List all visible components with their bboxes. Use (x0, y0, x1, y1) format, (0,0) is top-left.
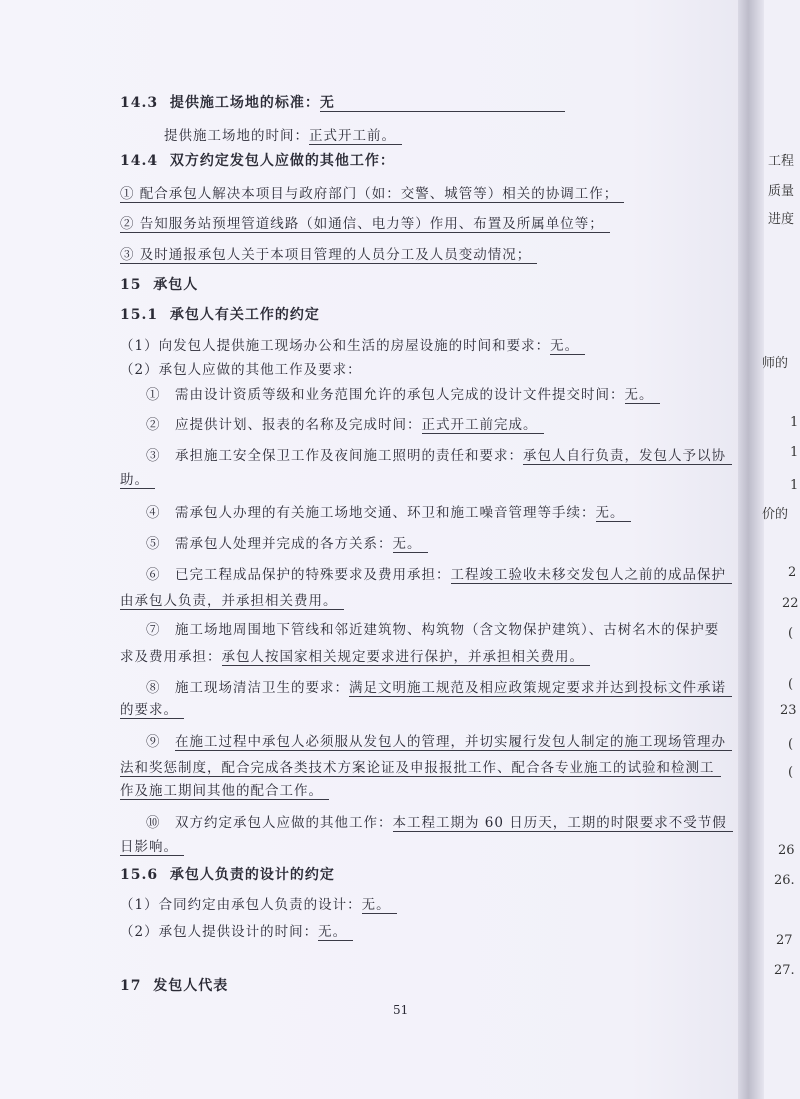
adjacent-fragment: 1 (790, 478, 799, 493)
clause-15-1-1: （1）向发包人提供施工现场办公和生活的房屋设施的时间和要求：无。 (120, 334, 585, 354)
adjacent-fragment: 进度 (768, 212, 795, 227)
item-8: ⑧ 施工现场清洁卫生的要求：满足文明施工规范及相应政策规定要求并达到投标文件承诺 (146, 676, 732, 696)
page-number: 51 (393, 1003, 409, 1017)
item-3-cont: 助。 (120, 468, 155, 488)
adjacent-fragment: 师的 (762, 356, 789, 371)
item-2: ② 应提供计划、报表的名称及完成时间：正式开工前完成。 (146, 413, 544, 433)
site-time: 提供施工场地的时间：正式开工前。 (164, 124, 402, 144)
item-4: ④ 需承包人办理的有关施工场地交通、环卫和施工噪音管理等手续：无。 (146, 501, 631, 521)
adjacent-fragment: 质量 (768, 184, 795, 199)
clause-15-6-2: （2）承包人提供设计的时间：无。 (120, 920, 353, 940)
adjacent-fragment: 26. (774, 873, 795, 888)
adjacent-fragment: 2 (788, 565, 797, 580)
item-7-cont: 求及费用承担：承包人按国家相关规定要求进行保护，并承担相关费用。 (120, 645, 590, 665)
item-8-cont: 的要求。 (120, 698, 184, 718)
adjacent-fragment: 27 (776, 933, 793, 948)
item-7: ⑦ 施工场地周围地下管线和邻近建筑物、构筑物（含文物保护建筑）、古树名木的保护要 (146, 622, 720, 638)
item-9-cont: 作及施工期间其他的配合工作。 (120, 779, 329, 799)
list-item: ① 配合承包人解决本项目与政府部门（如：交警、城管等）相关的协调工作； (120, 182, 624, 203)
clause-15-1-2: （2）承包人应做的其他工作及要求： (120, 362, 362, 378)
section-15: 15 承包人 (120, 277, 199, 293)
page-fold-shadow (738, 0, 764, 1099)
adjacent-fragment: ( (788, 737, 794, 752)
clause-15-6-1: （1）合同约定由承包人负责的设计：无。 (120, 893, 397, 913)
section-15-6: 15.6 承包人负责的设计的约定 (120, 867, 335, 883)
item-9: ⑨ 在施工过程中承包人必须服从发包人的管理，并切实履行发包人制定的施工现场管理办 (146, 730, 732, 750)
adjacent-fragment: 工程 (768, 154, 795, 169)
section-17: 17 发包人代表 (120, 978, 229, 994)
adjacent-fragment: ( (788, 677, 794, 692)
adjacent-fragment: ( (788, 626, 794, 641)
item-10-cont: 日影响。 (120, 835, 184, 855)
adjacent-fragment: 价的 (762, 507, 789, 522)
item-6-cont: 由承包人负责，并承担相关费用。 (120, 589, 344, 609)
adjacent-fragment: 26 (778, 843, 795, 858)
section-14-4: 14.4 双方约定发包人应做的其他工作： (120, 153, 395, 169)
item-3: ③ 承担施工安全保卫工作及夜间施工照明的责任和要求：承包人自行负责，发包人予以协 (146, 444, 732, 464)
list-item: ② 告知服务站预埋管道线路（如通信、电力等）作用、布置及所属单位等； (120, 212, 610, 233)
item-1: ① 需由设计资质等级和业务范围允许的承包人完成的设计文件提交时间：无。 (146, 383, 660, 403)
section-15-1: 15.1 承包人有关工作的约定 (120, 307, 320, 323)
section-14-3: 14.3 提供施工场地的标准：无 (120, 92, 565, 112)
list-item: ③ 及时通报承包人关于本项目管理的人员分工及人员变动情况； (120, 243, 537, 264)
adjacent-fragment: 22 (782, 596, 799, 611)
item-10: ⑩ 双方约定承包人应做的其他工作：本工程工期为 60 日历天，工期的时限要求不受节假 (146, 811, 733, 831)
item-5: ⑤ 需承包人处理并完成的各方关系：无。 (146, 532, 428, 552)
adjacent-fragment: ( (788, 765, 794, 780)
adjacent-fragment: 1 (790, 445, 799, 460)
adjacent-fragment: 1 (790, 415, 799, 430)
item-6: ⑥ 已完工程成品保护的特殊要求及费用承担：工程竣工验收未移交发包人之前的成品保护 (146, 563, 732, 583)
adjacent-fragment: 23 (780, 703, 797, 718)
adjacent-fragment: 27. (774, 963, 795, 978)
item-9-cont: 法和奖惩制度，配合完成各类技术方案论证及申报报批工作、配合各专业施工的试验和检测工 (120, 756, 721, 776)
